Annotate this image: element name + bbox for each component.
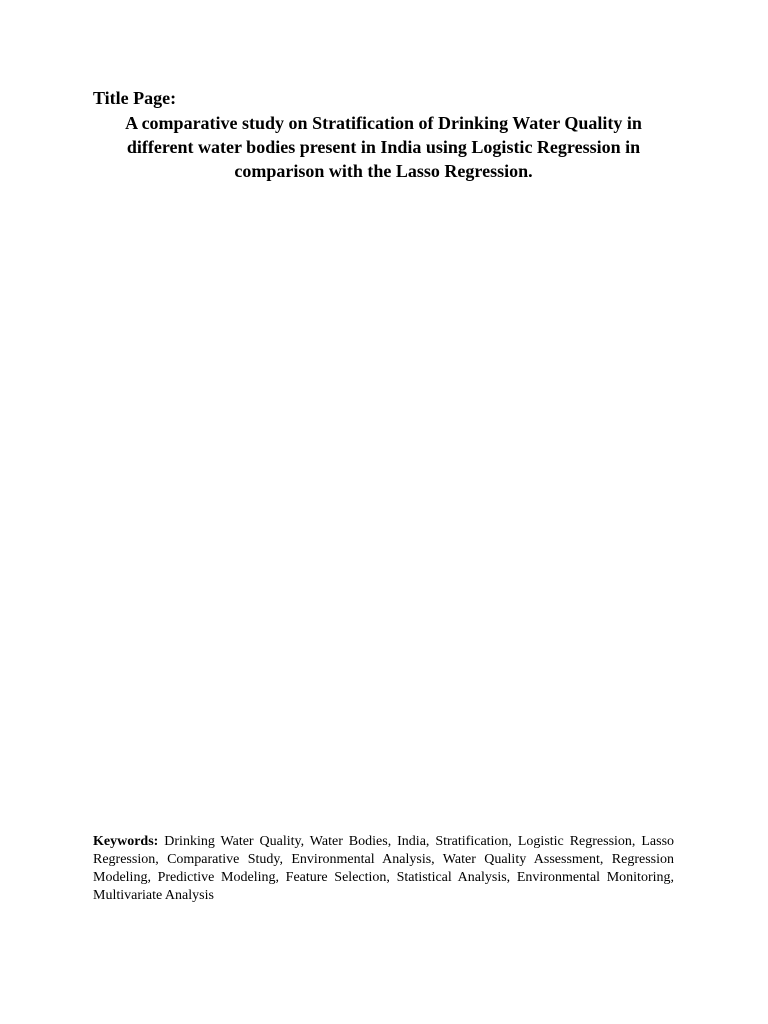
keywords-label: Keywords: (93, 834, 159, 849)
keywords-list: Drinking Water Quality, Water Bodies, India, Stratification, Logistic Regression, Lasso Regression, Comparative Study, Environmental Analysis, Water Quality Assessment, Regression Modeling, Predictive Modeling, Feature Selection, Statistical Analysis, Environmental Monitoring, Multivariate Analysis (93, 834, 675, 903)
paper-title: A comparative study on Stratification of Drinking Water Quality in different water bodies present in India using Logistic Regression in comparison with the Lasso Regression. (125, 113, 642, 181)
keywords-paragraph (93, 833, 674, 905)
title-page-label: Title Page: (93, 88, 177, 108)
